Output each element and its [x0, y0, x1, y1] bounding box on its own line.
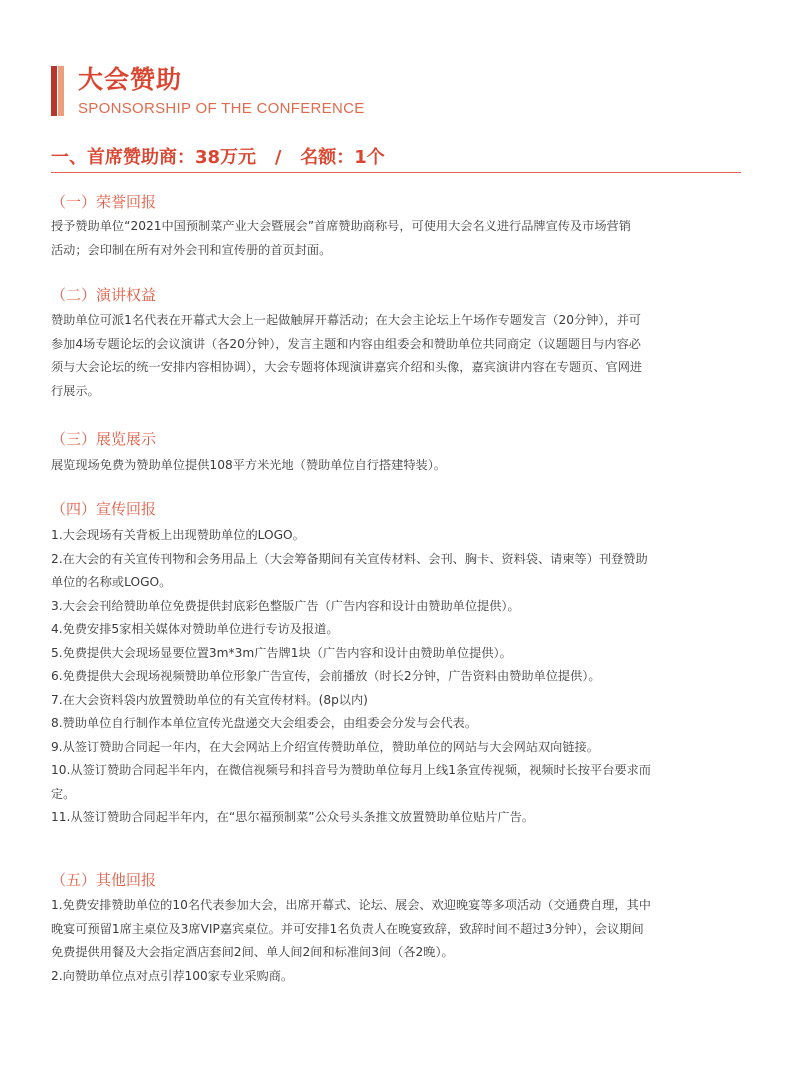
- list-item: 7.在大会资料袋内放置赞助单位的有关宣传材料。(8p以内): [51, 692, 368, 707]
- list-item: 定。: [51, 786, 76, 801]
- section-heading-publicity: （四）宣传回报: [51, 500, 157, 518]
- list-item: 10.从签订赞助合同起半年内，在微信视频号和抖音号为赞助单位每月上线1条宣传视频，视频时长按平台要求而: [51, 763, 651, 777]
- list-item: 2.向赞助单位点对点引荐100家专业采购商。: [51, 968, 294, 983]
- list-item: 1.大会现场有关背板上出现赞助单位的LOGO。: [51, 528, 305, 542]
- tier-heading: 一、首席赞助商：38万元 / 名额：1个: [51, 147, 385, 168]
- body-line: 展览现场免费为赞助单位提供108平方米光地（赞助单位自行搭建特装）。: [51, 458, 446, 472]
- tier-divider: [51, 172, 741, 173]
- section-heading-exhibition: （三）展览展示: [51, 430, 157, 448]
- list-item: 8.赞助单位自行制作本单位宣传光盘递交大会组委会，由组委会分发与会代表。: [51, 716, 478, 730]
- list-item: 3.大会会刊给赞助单位免费提供封底彩色整版广告（广告内容和设计由赞助单位提供）。: [51, 598, 520, 613]
- body-line: 活动；会印制在所有对外会刊和宣传册的首页封面。: [51, 242, 332, 257]
- list-item: 单位的名称或LOGO。: [51, 575, 172, 589]
- list-item: 免费提供用餐及大会指定酒店套间2间、单人间2间和标准间3间（各2晚）。: [51, 945, 454, 959]
- section-body-other: [51, 894, 751, 988]
- title-accent-bar-dark: [51, 66, 57, 116]
- body-line: 赞助单位可派1名代表在开幕式大会上一起做触屏开幕活动；在大会主论坛上午场作专题发言（20分钟），并可: [51, 313, 641, 327]
- section-body-honor: [51, 215, 751, 262]
- list-item: 晚宴可预留1席主桌位及3席VIP嘉宾桌位。并可安排1名负责人在晚宴致辞，致辞时间不超过3分钟），会议期间: [51, 921, 644, 936]
- list-item: 11.从签订赞助合同起半年内，在“思尔福预制菜”公众号头条推文放置赞助单位贴片广告。: [51, 810, 534, 824]
- section-body-speech: [51, 309, 751, 403]
- body-line: 行展示。: [51, 383, 100, 398]
- section-heading-other: （五）其他回报: [51, 871, 157, 889]
- body-line: 授予赞助单位“2021中国预制菜产业大会暨展会”首席赞助商称号，可使用大会名义进行品牌宣传及市场营销: [51, 219, 631, 233]
- section-heading-honor: （一）荣誉回报: [51, 193, 157, 211]
- list-item: 4.免费安排5家相关媒体对赞助单位进行专访及报道。: [51, 622, 339, 636]
- list-item: 9.从签订赞助合同起一年内，在大会网站上介绍宣传赞助单位，赞助单位的网站与大会网站双向链接。: [51, 739, 599, 754]
- section-heading-speech: （二）演讲权益: [51, 286, 157, 304]
- section-body-publicity: [51, 524, 751, 830]
- page-subtitle: SPONSORSHIP OF THE CONFERENCE: [78, 100, 365, 117]
- list-item: 5.免费提供大会现场显要位置3m*3m广告牌1块（广告内容和设计由赞助单位提供）。: [51, 645, 512, 660]
- page-title: 大会赞助: [78, 65, 183, 94]
- list-item: 2.在大会的有关宣传刊物和会务用品上（大会筹备期间有关宣传材料、会刊、胸卡、资料袋、请柬等）刊登赞助: [51, 551, 648, 566]
- body-line: 须与大会论坛的统一安排内容相协调），大会专题将体现演讲嘉宾介绍和头像，嘉宾演讲内容在专题页、官网进: [51, 360, 643, 374]
- body-line: 参加4场专题论坛的会议演讲（各20分钟），发言主题和内容由组委会和赞助单位共同商定（议题题目与内容必: [51, 336, 641, 351]
- list-item: 1.免费安排赞助单位的10名代表参加大会，出席开幕式、论坛、展会、欢迎晚宴等多项活动（交通费自理，其中: [51, 898, 651, 912]
- title-accent-bar-light: [58, 66, 64, 116]
- section-body-exhibition: [51, 454, 751, 478]
- list-item: 6.免费提供大会现场视频赞助单位形象广告宣传，会前播放（时长2分钟，广告资料由赞助单位提供）。: [51, 669, 601, 683]
